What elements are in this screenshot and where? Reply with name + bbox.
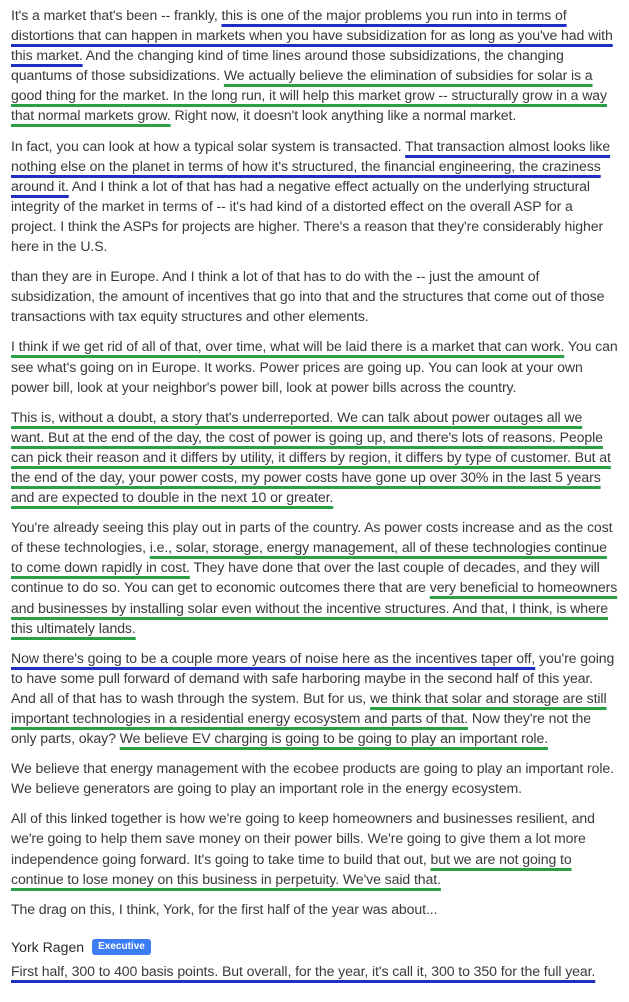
text-segment: It's a market that's been -- frankly, — [11, 7, 222, 23]
text-segment: In fact, you can look at how a typical solar system is transacted. — [11, 137, 406, 154]
blue-highlight: First half, 300 to 400 basis points. But overall, for the year, it's call it, 300 to 350 for the full year. — [11, 962, 596, 979]
paragraph — [11, 266, 619, 326]
speaker-name[interactable]: York Ragen — [11, 938, 85, 955]
speaker-header — [11, 939, 619, 955]
blue-highlight: this is one of the major problems you run into in terms of distortions that can happen in markets when you have subsidization for as long as you've had with this market. — [11, 7, 613, 64]
green-highlight: i.e., solar, storage, energy management, all of these technologies continue to come down rapidly in cost. — [11, 539, 607, 576]
text-segment: you're going to have some pull forward of demand with safe harboring maybe in the second half of this year. And all of that has to wash through the system. But for us, — [11, 649, 615, 706]
paragraph — [11, 5, 619, 126]
green-highlight: we think that solar and storage are still important technologies in a residential energy ecosystem and parts of that. — [11, 689, 607, 726]
paragraph — [11, 758, 619, 798]
paragraph — [11, 808, 619, 888]
speaker-paragraph — [11, 961, 619, 981]
paragraph — [11, 407, 619, 507]
paragraph — [11, 648, 619, 748]
green-highlight: very beneficial to homeowners and businesses by installing solar even without the incentive structures. And that, I think, is where this ultimately lands. — [11, 579, 618, 636]
blue-highlight: Now there's going to be a couple more years of noise here as the incentives taper off, — [11, 649, 536, 666]
text-segment: You're already seeing this play out in parts of the country. As power costs increase and as the cost of these technologies, — [11, 519, 613, 556]
text-segment: All of this linked together is how we're going to keep homeowners and businesses resilient, and we're going to help them save money on their power bills. We're going to give them a lot more independence going forward. It's going to take time to build that out, — [11, 810, 595, 867]
text-segment: Right now, it doesn't look anything like a normal market. — [170, 107, 517, 124]
green-highlight: We actually believe the elimination of subsidies for solar is a good thing for the market. In the long run, it will help this market grow -- structurally grow in a way that normal markets grow. — [11, 67, 607, 124]
text-segment: We believe that energy management with the ecobee products are going to play an important role. We believe generators are going to play an important role in the energy ecosystem. — [11, 760, 614, 797]
paragraph — [11, 136, 619, 257]
green-highlight: I think if we get rid of all of that, over time, what will be laid there is a market that can work. — [11, 338, 565, 355]
role-badge: Executive — [92, 939, 151, 955]
paragraph — [11, 517, 619, 638]
text-segment: And I think a lot of that has had a negative effect actually on the underlying structural integrity of the market in terms of -- it's had kind of a distorted effect on the overall ASP for a project. I think the ASPs for projects are higher. There's a reason that they're considerably higher here in the U.S. — [11, 177, 604, 255]
transcript-body — [11, 5, 619, 919]
text-segment: And the changing kind of time lines around those subsidizations, the changing quantums of those subsidizations. — [11, 47, 564, 84]
blue-highlight: That transaction almost looks like nothing else on the planet in terms of how it's structured, the financial engineering, the craziness around it. — [11, 137, 611, 194]
paragraph — [11, 336, 619, 396]
text-segment: The drag on this, I think, York, for the first half of the year was about... — [11, 900, 438, 917]
text-segment: You can see what's going on in Europe. It works. Power prices are going up. You can look at your own power bill, look at your neighbor's power bill, look at power bills across the country. — [11, 338, 618, 395]
text-segment: Now they're not the only parts, okay? — [11, 710, 591, 747]
text-segment: than they are in Europe. And I think a lot of that has to do with the -- just the amount of subsidization, the amount of incentives that go into that and the structures that come out of those transactions with tax equity structures and other elements. — [11, 268, 605, 325]
green-highlight: We believe EV charging is going to be going to play an important role. — [119, 730, 549, 747]
paragraph — [11, 899, 619, 919]
text-segment: They have done that over the last couple of decades, and they will continue to do so. You can get to economic outcomes there that are — [11, 559, 600, 596]
green-highlight: This is, without a doubt, a story that's underreported. We can talk about power outages all we want. But at the end of the day, the cost of power is going up, and there's lots of reasons. People can pick their reason and it differs by utility, it differs by region, it differs by type of customer. But at the end of the day, your power costs, my power costs have gone up over 30% in the last 5 years and are expected to double in the next 10 or greater. — [11, 408, 611, 506]
green-highlight: but we are not going to continue to lose money on this business in perpetuity. We've said that. — [11, 850, 572, 887]
